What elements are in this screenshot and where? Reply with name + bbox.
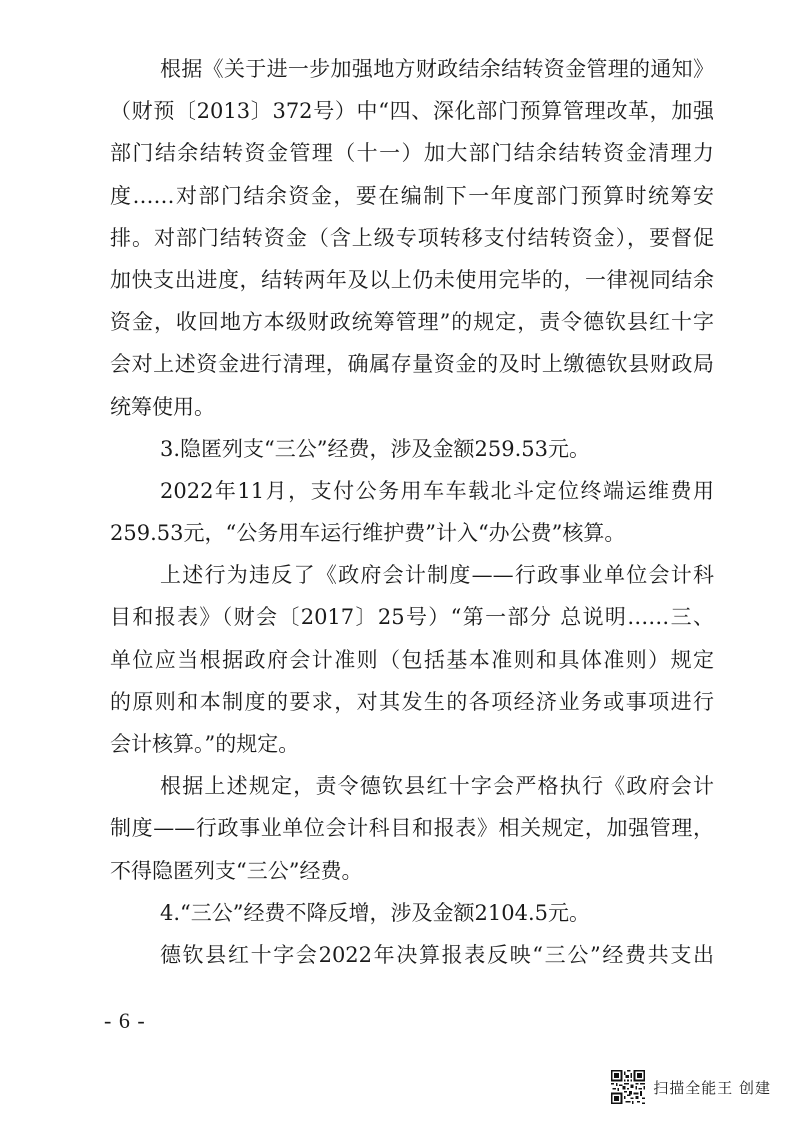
paragraph-line: 度……对部门结余资金，要在编制下一年度部门预算时统筹安: [110, 183, 714, 208]
paragraph-line: 不得隐匿列支“三公”经费。: [110, 858, 363, 883]
paragraph-line: 会计核算。”的规定。: [110, 732, 300, 756]
watermark-text: 扫描全能王 创建: [653, 1078, 771, 1097]
paragraph-line: 会对上述资金进行清理，确属存量资金的及时上缴德钦县财政局: [110, 352, 714, 377]
paragraph-line: 部门结余结转资金管理（十一）加大部门结余结转资金清理力: [110, 141, 714, 166]
page-number: - 6 -: [104, 1008, 146, 1033]
paragraph-line: 单位应当根据政府会计准则（包括基本准则和具体准则）规定: [110, 647, 714, 672]
paragraph-line: 上述行为违反了《政府会计制度——行政事业单位会计科: [160, 563, 714, 588]
paragraph-line: 排。对部门结转资金（含上级专项转移支付结转资金），要督促: [110, 225, 714, 250]
paragraph-line: 加快支出进度，结转两年及以上仍未使用完毕的，一律视同结余: [110, 267, 714, 292]
paragraph-line: 制度——行政事业单位会计科目和报表》相关规定，加强管理，: [110, 816, 714, 841]
paragraph-line: 德钦县红十字会2022年决算报表反映“三公”经费共支出: [160, 942, 714, 967]
paragraph-line: 目和报表》（财会〔2017〕25号）“第一部分 总说明……三、: [110, 605, 714, 630]
document-body: [110, 48, 714, 976]
paragraph-line: 259.53元，“公务用车运行维护费”计入“办公费”核算。: [110, 521, 626, 546]
paragraph-line: 的原则和本制度的要求，对其发生的各项经济业务或事项进行: [110, 689, 714, 714]
section-heading: 3.隐匿列支“三公”经费，涉及金额259.53元。: [160, 436, 590, 461]
qr-code-icon: [611, 1070, 645, 1104]
paragraph-line: （财预〔2013〕372号）中“四、深化部门预算管理改革，加强: [110, 99, 714, 124]
paragraph-line: 根据《关于进一步加强地方财政结余结转资金管理的通知》: [160, 57, 714, 81]
paragraph-line: 资金，收回地方本级财政统筹管理”的规定，责令德钦县红十字: [110, 310, 714, 335]
paragraph-line: 统筹使用。: [110, 394, 215, 419]
scanner-watermark: [611, 1070, 771, 1104]
paragraph-line: 2022年11月，支付公务用车车载北斗定位终端运维费用: [160, 478, 714, 503]
section-heading: 4.“三公”经费不降反增，涉及金额2104.5元。: [160, 900, 590, 925]
paragraph-line: 根据上述规定，责令德钦县红十字会严格执行《政府会计: [160, 774, 714, 799]
